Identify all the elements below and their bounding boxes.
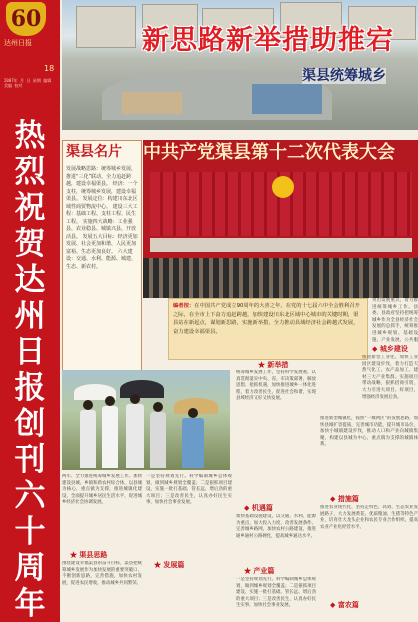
article-column: 推进农业现代化，坚持走特色、高效、生态农业发展路子，大力发展黄花、优质粮油、生猪等特色产业，培育壮大龙头企业和农民专业合作组织，提高农业产业化经营水平。 xyxy=(320,505,418,530)
section-heading: ◆ 措施篇 xyxy=(330,494,359,503)
anniversary-60-logo: 60 xyxy=(6,2,46,36)
presidium-table xyxy=(150,238,412,252)
section-heading: ★ 渠县思路 xyxy=(70,550,108,559)
editor-note-lead: 编者按： xyxy=(173,303,195,309)
editor-note xyxy=(168,298,368,360)
section-heading: ★ 产业篇 xyxy=(244,566,275,575)
section-heading: ★ 新举措 xyxy=(258,360,289,369)
party-emblem-icon xyxy=(272,176,294,198)
card-title: 渠县名片 xyxy=(66,144,122,160)
article-column: 推进新型城镇化，按照“一城两区”的发展思路，加快县城扩容提质，完善城市功能，提升城市品位，加快小城镇建设步伐，推动人口和产业向城镇集聚，构建以县城为中心、重点镇为支撑的城镇体系。 xyxy=(320,416,418,448)
article-column: 围绕建设幸福渠县的奋斗目标，渠县把统筹城乡发展作为加快发展的重要突破口，不断创新思路，完善措施，加快农村发展，促进农民增收，推动城乡共同繁荣。 xyxy=(62,561,142,586)
article-column: 统筹城乡发展工作，坚持科学发展观，认真贯彻落实中央、省、市决策部署，解放思想、抢抓机遇，加快推进城乡一体化进程，着力改善民生，促进社会和谐，实现县域经济又好又快发展。 xyxy=(236,370,316,402)
section-heading: ◆ 富农篇 xyxy=(330,600,359,609)
article-column: 一是坚持规划先行。科学编制城乡总体规划，做到城乡规划全覆盖；二是狠抓项目建设，实施一批打基础、管长远、增后劲的重大项目；三是改善民生，认真办好民生实事，加快社会事业发展。 xyxy=(236,577,316,609)
masthead-info: 2007年 月 日 星期 编辑 美编 校对 xyxy=(4,78,52,88)
vertical-slogan: 热烈祝贺达州日报创刊六十周年 xyxy=(14,118,46,622)
masthead-brand: 达州日报 xyxy=(4,39,32,47)
card-body: 发展战略思路：统筹城乡发展，推进“三化”联动，全力追赶跨越，建设幸福渠县。 经济：一个支柱，统筹城乡发展，建设幸福渠县。 发展定位：构建川东北区域性商贸物流中心。 建设三大工程：基础工程、支柱工程、民生工程。 实施四大战略：工业强县、农业稳县、城镇兴县、开放活县。 发展五大目标：经济更加发展、社会更加和谐、人民更加富裕、生态更加良好。 六大建设：交通、水利、能源、城建、生态、新农村。 xyxy=(66,166,138,270)
article-column: 推进新型工业化，加快工业园区建设步伐，着力打造天然气化工、农产品加工、建材三大产业集群。实施项目带动战略，狠抓招商引资，大力引进大项目、好项目，增强经济发展后劲。 xyxy=(362,355,418,400)
article-column: 一是坚持规划先行。科学编制城乡总体规划，做到城乡规划全覆盖；二是狠抓项目建设，实施一批打基础、管长远、增后劲的重大项目；三是改善民生，认真办好民生实事，加快社会事业发展。 xyxy=(146,474,232,506)
congress-banner: 中共产党渠县第十二次代表大会 xyxy=(143,142,395,163)
city-square-photo xyxy=(62,0,418,130)
section-heading: ★ 发展篇 xyxy=(154,560,185,569)
section-heading: ◆ 城乡建设 xyxy=(372,344,408,353)
audience-seats xyxy=(143,258,418,298)
field-visit-photo xyxy=(62,370,230,470)
section-heading: ◆ 机遇篇 xyxy=(244,503,273,512)
top-headline: 新思路新举措助推宕 xyxy=(142,25,394,56)
page-number: 18 xyxy=(44,64,55,73)
editor-note-text: 在中国共产党成立90周年的大喜之年，在党的十七届六中全会胜利召开之际，在全市上下奋力追赶跨越，加快建设川东北区域中心城市的关键时期，渠县站在新起点，谋划新思路，实施新举措，全力推动县域经济社会跨越式发展，奋力建设幸福渠县。 xyxy=(173,303,360,335)
article-column: 加快基础设施建设，以交通、水利、能源为重点，加大投入力度，改善发展条件。完善城乡路网，加快农村公路建设，推进通乡通村公路硬化，提高城乡通达水平。 xyxy=(236,514,316,539)
article-column: 突出发展重点，着力推进统筹城乡工作。县委、县政府坚持把统筹城乡作为全县经济社会发展的总抓手，统筹推进城乡规划、基础设施、产业发展、公共服 xyxy=(372,298,418,342)
top-subhead: 渠县统筹城乡 xyxy=(302,68,386,84)
article-column: 两年、全力推进统筹城乡发展工作。加快建设县城、乡镇和新农村综合体，以县城为核心，重点镇为支撑，推进城镇化建设，全面提升城乡居民生活水平，促进城乡经济社会协调发展。 xyxy=(62,474,142,506)
